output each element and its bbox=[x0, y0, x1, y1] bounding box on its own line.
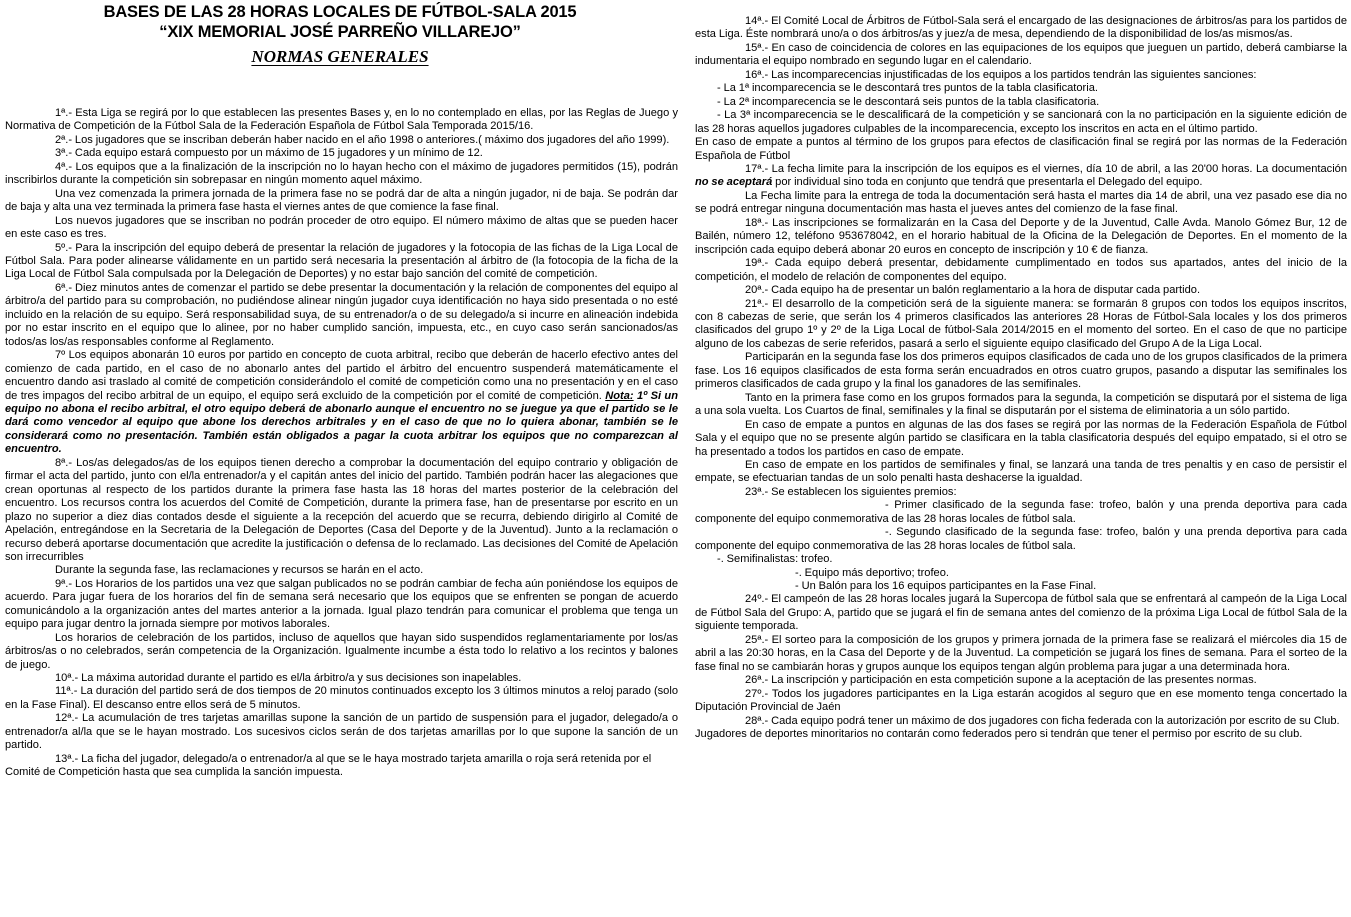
rule-paragraph-25r: 25ª.- El sorteo para la composición de los grupos y primera jornada de la primera fase se realizará el miércoles dia 15 de abril a las 20:30 horas, en la Casa del Deporte y de la Juventud. La competición se jugará los fines de semana. Para el sorteo de la fase final no se cambiarán horas y grupos aunque los equipos tengan algún problema para jugar a una determinada hora. bbox=[695, 633, 1347, 673]
prize-item-first: - Primer clasificado de la segunda fase: trofeo, balón y una prenda deportiva para cada componente del equipo conmemorativa de las 28 horas locales de fútbol sala. bbox=[695, 499, 1347, 525]
rule-16-tiebreak-note: En caso de empate a puntos al término de los grupos para efectos de clasificación final se regirá por las normas de la Federación Española de Fútbol bbox=[695, 136, 1347, 162]
rule-21-second-phase: Participarán en la segunda fase los dos primeros equipos clasificados de cada uno de los grupos clasificados de la primera fase. Los 16 equipos clasificados de esta forma serán encuadrados en otros cuatro grupos, pasando a disputar las semifinales los primeros clasificados de cada grupo y la final los ganadores de las semifinales. bbox=[695, 351, 1347, 391]
page-title-line-1: BASES DE LAS 28 HORAS LOCALES DE FÚTBOL-SALA 2015 bbox=[103, 3, 577, 21]
rule-paragraph-11: Durante la segunda fase, las reclamaciones y recursos se harán en el acto. bbox=[55, 564, 424, 577]
rule-paragraph-27r: 27º.- Todos los jugadores participantes en la Liga estarán acogidos al seguro que en ese momento tenga concertado la Diputación Provincial de Jaén bbox=[695, 687, 1347, 714]
rule-paragraph-15: 11ª.- La duración del partido será de dos tiempos de 20 minutos continuados excepto los 3 últimos minutos a reloj parado (solo en la Fase Final). El descanso entre ellos será de 5 minutos. bbox=[5, 685, 678, 711]
rule-paragraph-16r: 16ª.- Las incomparecencias injustificadas de los equipos a los partidos tendrán las siguientes sanciones: bbox=[745, 68, 1257, 81]
page-title-line-2: “XIX MEMORIAL JOSÉ PARREÑO VILLAREJO” bbox=[159, 23, 521, 41]
section-heading: NORMAS GENERALES bbox=[251, 47, 429, 66]
prize-item-second: -. Segundo clasificado de la segunda fase: trofeo, balón y una prenda deportiva para cada componente del equipo conmemorativa de las 28 horas locales de fútbol sala. bbox=[695, 526, 1347, 552]
rule-paragraph-14: 10ª.- La máxima autoridad durante el partido es el/la árbitro/a y sus decisiones son inapelables. bbox=[55, 672, 522, 685]
rule-16-item-c: - La 3ª incomparecencia se le descalificará de la competición y se sancionará con la no participación en la siguiente edición de las 28 horas aquellos jugadores culpables de la incomparecencia, excepto los inscritos en acta en el último partido. bbox=[695, 109, 1347, 135]
document-title-block bbox=[0, 2, 680, 68]
rule-16-item-b: - La 2ª incomparecencia se le descontará seis puntos de la tabla clasificatoria. bbox=[717, 95, 1100, 108]
rule-paragraph-28r: 28ª.- Cada equipo podrá tener un máximo de dos jugadores con ficha federada con la autorización por escrito de su Club. Jugadores de deportes minoritarios no contarán como federados pero si tendrán que tener el permiso por escrito de su club. bbox=[695, 714, 1340, 741]
rule-22-format: Tanto en la primera fase como en los grupos formados para la segunda, la competición se disputará por el sistema de liga a una sola vuelta. Los Cuartos de final, semifinales y la final se disputarán por el sistema de eliminatoria a un sólo partido. bbox=[695, 391, 1347, 418]
prize-item-fair-play: -. Equipo más deportivo; trofeo. bbox=[795, 566, 949, 579]
rule-paragraph-8: 6ª.- Diez minutos antes de comenzar el partido se debe presentar la documentación y la relación de componentes del equipo al árbitro/a del partido para su comprobación, no pudiéndose alinear ningún jugador cuya identificación no haya sido presentada o no esté incluido en la relación de su equipo. Será responsabilidad suya, de su entrenador/a o de su delegado/a si incurre en alineación indebida por no estar inscrito en el equipo que lo alinee, por no haber cumplido sanción, impuesta, etc., en cuyo caso serán sancionados/as todos/as los/as responsables conforme al Reglamento. bbox=[5, 281, 678, 348]
nota-label: Nota: bbox=[605, 389, 634, 402]
rule-17-text-part-2: por individual sino toda en conjunto que tendrá que presentarla el Delegado del equipo. bbox=[772, 176, 1203, 189]
rule-paragraph-19r: 19ª.- Cada equipo deberá presentar, debidamente cumplimentado en todos sus apartados, antes del inicio de la competición, el modelo de relación de componentes del equipo. bbox=[695, 257, 1347, 283]
rule-paragraph-10: 8ª.- Los/as delegados/as de los equipos tienen derecho a comprobar la documentación del equipo contrario y obligación de firmar el acta del partido, junto con el/la entrenador/a y el capitán antes del inicio del partido. También podrán hacer las alegaciones que crean oportunas al respecto de los partidos durante la primera fase hasta las 18 horas del martes posterior de la celebración del encuentro. Los recursos contra los acuerdos del Comité de Competición, durante la primera fase, han de presentarse por escrito en un plazo no superior a diez dias contados desde el siguiente a la recepción del acuerdo que se recurra, debiendo dirigirlo al Comité de Apelación, entregándose en la Secretaria de la Delegación de Deportes (Casa del Deporte y de la Juventud). Junto a la reclamación o recurso deberá aportarse documentación que acredite la justificación o defensa de lo reclamado. Las decisiones del Comité de Apelación son irrecurribles bbox=[5, 456, 678, 563]
right-text-column bbox=[695, 15, 1347, 741]
rule-22-penalties: En caso de empate en los partidos de semifinales y final, se lanzará una tanda de tres penaltis y en caso de persistir el empate, se efectuarian tandas de un solo penalti hasta deshacerse la igualdad. bbox=[695, 458, 1347, 485]
rule-paragraph-3: 3ª.- Cada equipo estará compuesto por un máximo de 15 jugadores y un mínimo de 12. bbox=[55, 147, 483, 160]
rule-paragraph-13: Los horarios de celebración de los partidos, incluso de aquellos que hayan sido suspendidos reglamentariamente por los/as árbitros/as o no celebrados, serán competencia de la Organización. Igualmente incumbe a ésta todo lo relativo a los recintos y balones de juego. bbox=[5, 631, 678, 671]
rule-paragraph-12: 9ª.- Los Horarios de los partidos una vez que salgan publicados no se podrán cambiar de fecha aún poniéndose los equipos de acuerdo. Para jugar fuera de los horarios del fin de semana será necesario que los equipos que se enfrenten se pongan de acuerdo comunicándolo a la organización antes del martes anterior a la jornada. Igual plazo tendrán para comunicar el problema que tenga un equipo para jugar dentro la jornada siempre por motivos laborales. bbox=[5, 577, 678, 631]
rule-paragraph-16: 12ª.- La acumulación de tres tarjetas amarillas supone la sanción de un partido de suspensión para el jugador, delegado/a o entrenador/a al/la que se le hayan mostrado. Los sucesivos ciclos serán de dos tarjetas amarillas por lo que supone la sanción de un partido. bbox=[5, 712, 678, 752]
rule-17-text-part-1: 17ª.- La fecha limite para la inscripción de los equipos es el viernes, día 10 de abril, a las 20'00 horas. La documentación bbox=[745, 162, 1347, 175]
rule-paragraph-26r: 26ª.- La inscripción y participación en esta competición supone a la aceptación de las presentes normas. bbox=[745, 674, 1257, 687]
rule-paragraph-5: Una vez comenzada la primera jornada de la primera fase no se podrá dar de alta a ningún jugador, ni de baja. Se podrán dar de baja y alta una vez terminada la primera fase hasta el viernes antes de que comience la fase final. bbox=[5, 187, 678, 214]
prize-item-ball: - Un Balón para los 16 equipos participantes en la Fase Final. bbox=[795, 580, 1097, 593]
rule-paragraph-15r: 15ª.- En caso de coincidencia de colores en las equipaciones de los equipos que jueguen un partido, deberá cambiarse la indumentaria el equipo nombrado en segundo lugar en el calendario. bbox=[695, 41, 1347, 68]
nota-emphasis-text: 1º Si un equipo no abona el recibo arbitral, el otro equipo deberá de abonarlo aunque el encuentro no se juegue ya que el partido se le dará como vencedor al equipo que abone los derechos arbitrales y en el caso de que no lo quiera abonar, también se le considerará como no presentación. También están obligados a pagar la cuota arbitrar los equipos que no comparezcan al encuentro. bbox=[5, 389, 678, 456]
rule-17-deadline-note: La Fecha limite para la entrega de toda la documentación será hasta el martes dia 14 de abril, una vez pasado ese dia no se podrá entregar ninguna documentación mas hasta el jueves antes del comienzo de la fase final. bbox=[695, 189, 1347, 216]
rule-paragraph-18r: 18ª.- Las inscripciones se formalizarán en la Casa del Deporte y de la Juventud, Calle Avda. Manolo Gómez Bur, 12 de Bailén, número 12, teléfono 953678042, en el horario habitual de la Oficina de la Delegación de Deportes. En el momento de la inscripción cada equipo deberá abonar 20 euros en concepto de inscripción y 10 € de fianza. bbox=[695, 216, 1347, 256]
rule-9-text: 7º Los equipos abonarán 10 euros por partido en concepto de cuota arbitral, recibo que deberán de hacerlo efectivo antes del comienzo de cada partido, en el caso de no abonarlo antes del partido el árbitro del encuentro suspenderá matemáticamente el encuentro dando asi traslado al comité de competición considerándolo el comité de competición como una no presentación y en el caso de tres impagos del recibo arbitral de un equipo, el equipo será excluido de la competición por el comité de competición. bbox=[5, 349, 678, 402]
rule-paragraph-7: 5º.- Para la inscripción del equipo deberá de presentar la relación de jugadores y la fotocopia de las fichas de la Liga Local de Fútbol Sala. Para poder alinearse válidamente en un partido será necesaria la presentación al árbitro de (la fotocopia de la ficha de la Liga Local de Fútbol Sala compulsada por la Delegación de Deportes) y no estar bajo sanción del comité de competición. bbox=[5, 241, 678, 281]
rule-paragraph-9 bbox=[5, 349, 678, 457]
rule-paragraph-14r: 14ª.- El Comité Local de Árbitros de Fútbol-Sala será el encargado de las designaciones de árbitros/as para los partidos de esta Liga. Éste nombrará uno/a o dos árbitros/as y juez/a de mesa, dependiendo de la disponibilidad de los/as mismos/as. bbox=[695, 15, 1347, 41]
rule-paragraph-4: 4ª.- Los equipos que a la finalización de la inscripción no lo hayan hecho con el máximo de jugadores permitidos (15), podrán inscribirlos durante la competición sin sobrepasar en ningún momento aquel máximo. bbox=[5, 160, 678, 187]
rule-paragraph-21r: 21ª.- El desarrollo de la competición será de la siguiente manera: se formarán 8 grupos con todos los equipos inscritos, con 8 cabezas de serie, que serán los 4 primeros clasificados las anteriores 28 Horas de Fútbol-Sala locales y los dos primeros clasificados del grupo 1º y 2º de la Liga Local de fútbol-Sala 2014/2015 en el momento del sorteo. En el caso de que no participe alguno de los cabezas de serie referidos, pasará a serlo el siguiente equipo clasificado del Grupo A de la Liga Local. bbox=[695, 297, 1347, 350]
rule-paragraph-24r: 24º.- El campeón de las 28 horas locales jugará la Supercopa de fútbol sala que se enfrentará al campeón de la Liga Local de Fútbol Sala del Grupo: A, partido que se jugará el fin de semana antes del comienzo de la próxima Liga Local de fútbol Sala de la siguiente temporada. bbox=[695, 593, 1347, 633]
left-text-column bbox=[5, 107, 678, 780]
rule-paragraph-1: 1ª.- Esta Liga se regirá por lo que establecen las presentes Bases y, en lo no contemplado en ellas, por las Reglas de Juego y Normativa de Competición de la Fútbol Sala de la Federación Española de Fútbol Sala Temporada 2015/16. bbox=[5, 107, 678, 133]
rule-paragraph-20r: 20ª.- Cada equipo ha de presentar un balón reglamentario a la hora de disputar cada partido. bbox=[745, 284, 1201, 297]
rule-16-item-a: - La 1ª incomparecencia se le descontará tres puntos de la tabla clasificatoria. bbox=[717, 82, 1098, 95]
rule-paragraph-17r bbox=[695, 163, 1347, 190]
prize-item-semifinalists: -. Semifinalistas: trofeo. bbox=[717, 553, 833, 566]
rule-22-tiebreak: En caso de empate a puntos en algunas de las dos fases se regirá por las normas de la Federación Española de Fútbol Sala y el equipo que no se presente algún partido se clasificara en la tabla clasificatoria después del equipo empatado, si el otro se ha presentado a todos los partidos en caso de empate. bbox=[695, 418, 1347, 458]
rule-17-emphasis: no se aceptará bbox=[695, 176, 773, 189]
rule-paragraph-23r: 23ª.- Se establecen los siguientes premios: bbox=[745, 485, 957, 498]
rule-paragraph-2: 2ª.- Los jugadores que se inscriban deberán haber nacido en el año 1998 o anteriores.( máximo dos jugadores del año 1999). bbox=[55, 133, 670, 146]
rule-paragraph-17: 13ª.- La ficha del jugador, delegado/a o entrenador/a al que se le haya mostrado tarjeta amarilla o roja será retenida por el Comité de Competición hasta que sea cumplida la sanción impuesta. bbox=[5, 752, 652, 779]
rule-paragraph-6: Los nuevos jugadores que se inscriban no podrán proceder de otro equipo. El número máximo de altas que se pueden hacer en este caso es tres. bbox=[5, 214, 678, 241]
